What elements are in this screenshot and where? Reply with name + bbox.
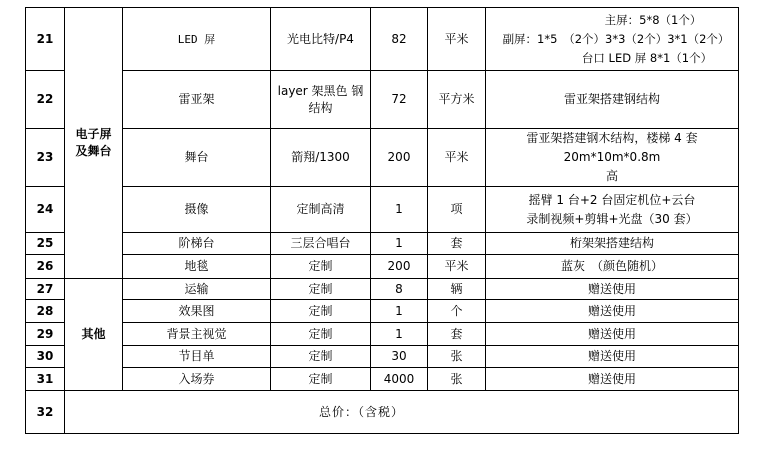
category-cell-electronic bbox=[65, 8, 123, 279]
item-name: 雷亚架 bbox=[123, 71, 271, 129]
item-unit: 套 bbox=[428, 323, 486, 346]
item-qty: 200 bbox=[371, 129, 428, 187]
item-spec: 定制 bbox=[271, 255, 371, 279]
item-desc: 赠送使用 bbox=[486, 300, 739, 323]
item-spec: 定制 bbox=[271, 323, 371, 346]
item-qty: 72 bbox=[371, 71, 428, 129]
table-row bbox=[26, 233, 739, 255]
item-spec: 定制 bbox=[271, 368, 371, 391]
row-number: 23 bbox=[26, 129, 65, 187]
row-number: 22 bbox=[26, 71, 65, 129]
row-number: 24 bbox=[26, 187, 65, 233]
table-row bbox=[26, 129, 739, 187]
item-qty: 1 bbox=[371, 233, 428, 255]
item-unit: 平米 bbox=[428, 8, 486, 71]
desc-line3: 台口 LED 屏 8*1（1个） bbox=[581, 50, 713, 65]
table-row bbox=[26, 323, 739, 346]
item-spec: 定制 bbox=[271, 300, 371, 323]
item-desc: 雷亚架搭建钢结构 bbox=[486, 71, 739, 129]
item-name: 入场券 bbox=[123, 368, 271, 391]
spec-line1: layer 架黑色 钢 bbox=[277, 83, 364, 98]
table-row bbox=[26, 8, 739, 71]
category-label-line1: 电子屏 bbox=[75, 127, 112, 141]
item-qty: 30 bbox=[371, 346, 428, 368]
item-desc: 蓝灰 （颜色随机） bbox=[486, 255, 739, 279]
row-number: 21 bbox=[26, 8, 65, 71]
item-desc: 赠送使用 bbox=[486, 279, 739, 300]
spec-line2: 结构 bbox=[308, 100, 333, 115]
item-name: 摄像 bbox=[123, 187, 271, 233]
item-unit: 张 bbox=[428, 346, 486, 368]
table-row bbox=[26, 368, 739, 391]
item-spec: 光电比特/P4 bbox=[271, 8, 371, 71]
desc-line2: 副屏：1*5 （2个）3*3（2个）3*1（2个） bbox=[502, 31, 730, 46]
item-name-text: LED 屏 bbox=[177, 32, 216, 46]
item-qty: 200 bbox=[371, 255, 428, 279]
desc-line2: 高 bbox=[605, 169, 618, 183]
item-desc bbox=[486, 8, 739, 71]
item-unit: 平米 bbox=[428, 129, 486, 187]
item-unit: 套 bbox=[428, 233, 486, 255]
item-name: 阶梯台 bbox=[123, 233, 271, 255]
item-unit: 项 bbox=[428, 187, 486, 233]
item-desc: 桁架架搭建结构 bbox=[486, 233, 739, 255]
table-row bbox=[26, 300, 739, 323]
row-number: 25 bbox=[26, 233, 65, 255]
item-spec bbox=[271, 71, 371, 129]
category-label-line2: 及舞台 bbox=[75, 144, 112, 158]
item-qty: 8 bbox=[371, 279, 428, 300]
table-row bbox=[26, 279, 739, 300]
item-unit: 辆 bbox=[428, 279, 486, 300]
item-desc: 赠送使用 bbox=[486, 368, 739, 391]
item-desc bbox=[486, 187, 739, 233]
category-cell-other: 其他 bbox=[65, 279, 123, 391]
row-number: 26 bbox=[26, 255, 65, 279]
total-price-cell bbox=[65, 391, 739, 434]
desc-line1: 雷亚架搭建钢木结构，楼梯 4 套 20m*10m*0.8m bbox=[526, 131, 698, 164]
item-desc: 赠送使用 bbox=[486, 346, 739, 368]
table-row bbox=[26, 71, 739, 129]
total-price-label: 总价：（含税） bbox=[318, 404, 404, 419]
item-spec: 箭翔/1300 bbox=[271, 129, 371, 187]
quotation-table bbox=[25, 7, 739, 434]
item-name: 节目单 bbox=[123, 346, 271, 368]
row-number: 27 bbox=[26, 279, 65, 300]
item-qty: 82 bbox=[371, 8, 428, 71]
item-spec: 定制 bbox=[271, 346, 371, 368]
desc-line2: 录制视频+剪辑+光盘（30 套） bbox=[526, 211, 698, 226]
item-qty: 4000 bbox=[371, 368, 428, 391]
row-number: 30 bbox=[26, 346, 65, 368]
item-name bbox=[123, 8, 271, 71]
table-row bbox=[26, 346, 739, 368]
item-qty: 1 bbox=[371, 323, 428, 346]
item-name: 舞台 bbox=[123, 129, 271, 187]
table-row bbox=[26, 187, 739, 233]
item-unit: 平米 bbox=[428, 255, 486, 279]
item-spec: 定制高清 bbox=[271, 187, 371, 233]
item-unit: 张 bbox=[428, 368, 486, 391]
desc-line1: 主屏：5*8（1个） bbox=[604, 12, 702, 27]
desc-line1: 摇臂 1 台+2 台固定机位+云台 bbox=[528, 192, 696, 207]
item-qty: 1 bbox=[371, 300, 428, 323]
item-name: 效果图 bbox=[123, 300, 271, 323]
item-spec: 定制 bbox=[271, 279, 371, 300]
item-desc bbox=[486, 129, 739, 187]
row-number: 28 bbox=[26, 300, 65, 323]
item-unit: 个 bbox=[428, 300, 486, 323]
row-number: 31 bbox=[26, 368, 65, 391]
item-name: 地毯 bbox=[123, 255, 271, 279]
item-desc: 赠送使用 bbox=[486, 323, 739, 346]
table-row-total bbox=[26, 391, 739, 434]
item-unit: 平方米 bbox=[428, 71, 486, 129]
row-number: 29 bbox=[26, 323, 65, 346]
row-number: 32 bbox=[26, 391, 65, 434]
table-row bbox=[26, 255, 739, 279]
item-qty: 1 bbox=[371, 187, 428, 233]
item-name: 背景主视觉 bbox=[123, 323, 271, 346]
item-spec: 三层合唱台 bbox=[271, 233, 371, 255]
item-name: 运输 bbox=[123, 279, 271, 300]
